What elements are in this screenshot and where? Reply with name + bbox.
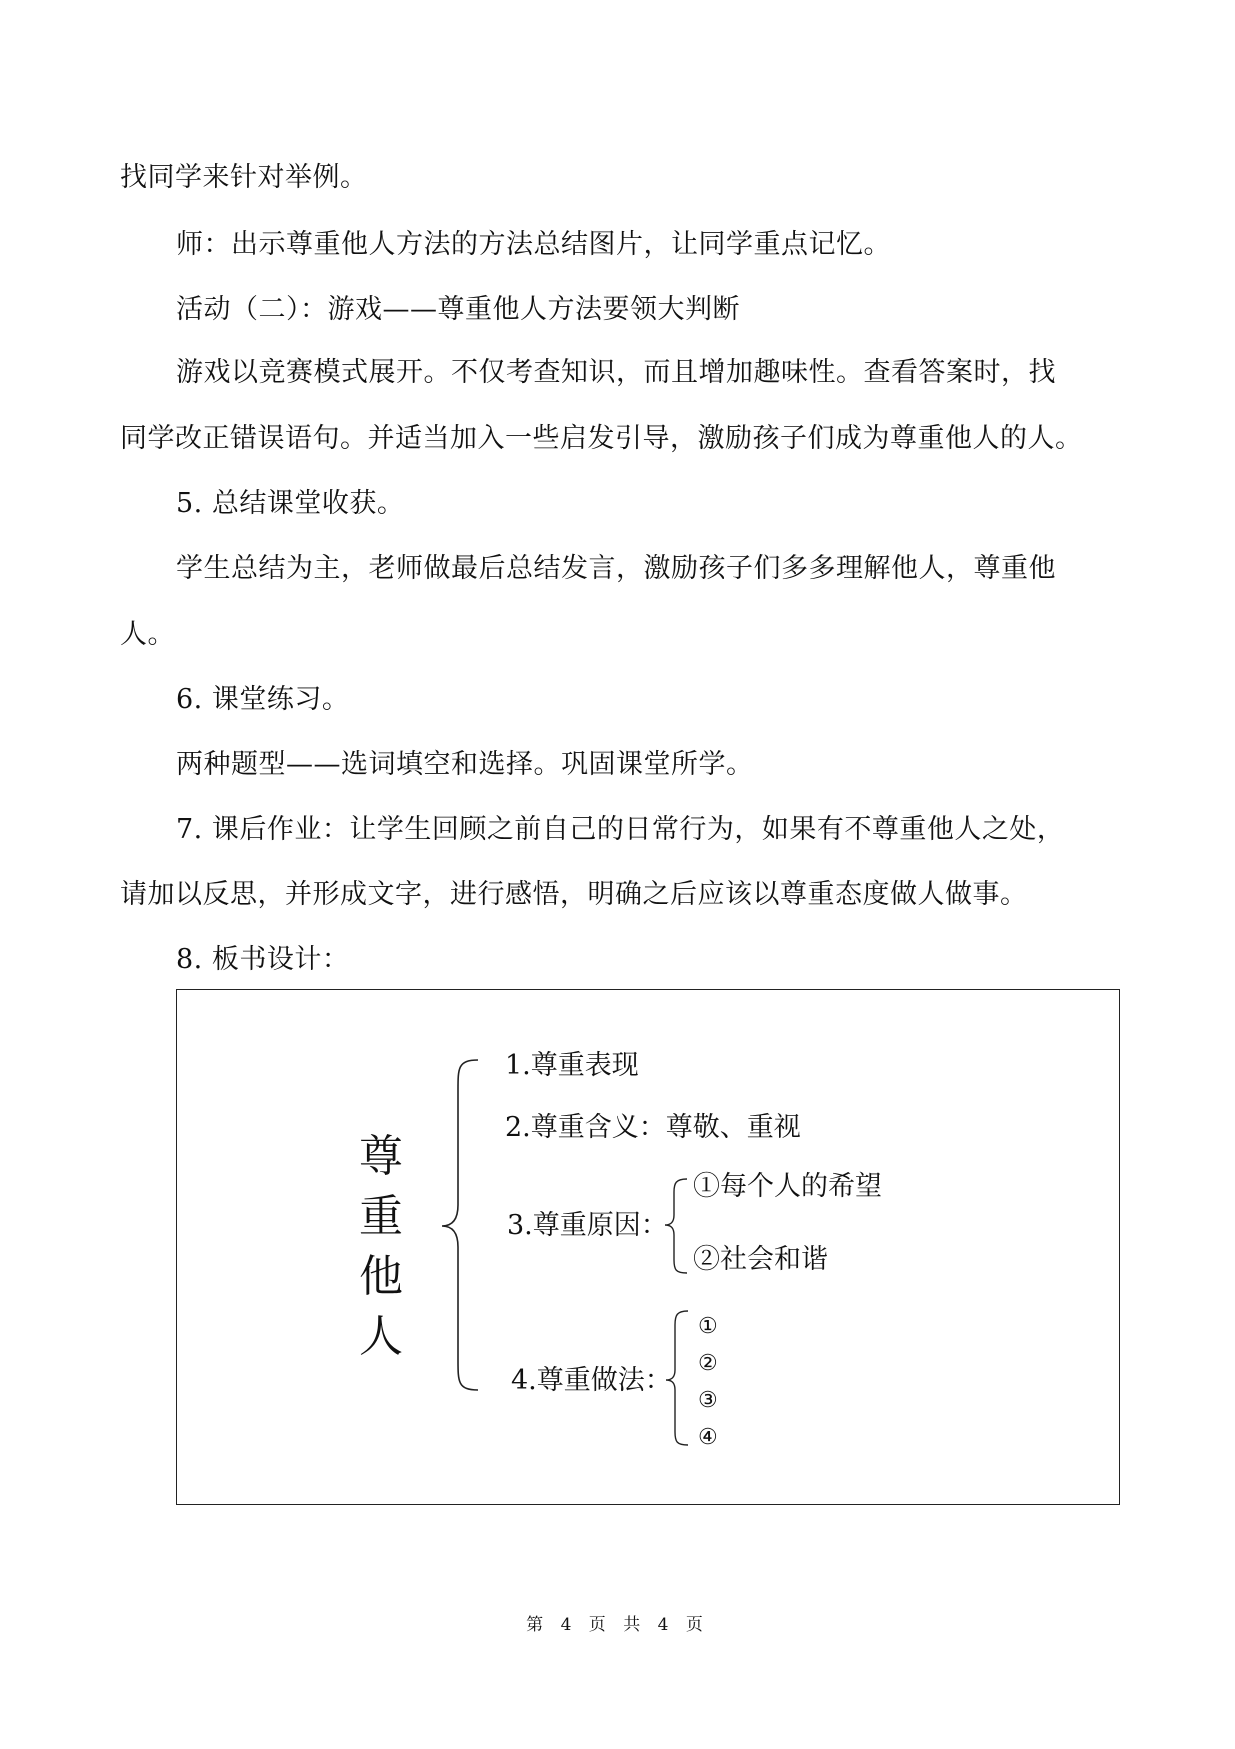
heading-5: 5. 总结课堂收获。: [176, 488, 405, 519]
paragraph-2: 师：出示尊重他人方法的方法总结图片，让同学重点记忆。: [176, 229, 891, 260]
paragraph-1: 找同学来针对举例。: [120, 162, 368, 193]
heading-7-line1: 7. 课后作业：让学生回顾之前自己的日常行为，如果有不尊重他人之处，: [176, 814, 1065, 845]
board-item-4: 4.尊重做法：: [511, 1365, 672, 1396]
paragraph-4-line1: 游戏以竞赛模式展开。不仅考查知识，而且增加趣味性。查看答案时，找: [176, 357, 1056, 388]
paragraph-7: 两种题型——选词填空和选择。巩固课堂所学。: [176, 749, 754, 780]
board-title-char: 人: [359, 1311, 403, 1362]
method-marker-2: ②: [698, 1351, 718, 1376]
heading-8: 8. 板书设计：: [176, 944, 350, 975]
paragraph-6-line2: 人。: [120, 619, 175, 650]
page-footer: 第 4 页 共 4 页: [526, 1615, 709, 1635]
board-item-2: 2.尊重含义：尊敬、重视: [505, 1112, 801, 1143]
board-item-3-sub-2: ②社会和谐: [693, 1244, 828, 1275]
board-item-1: 1.尊重表现: [505, 1050, 639, 1081]
board-item-3: 3.尊重原因：: [507, 1210, 668, 1241]
board-title-char: 尊: [359, 1131, 403, 1182]
main-brace: [442, 1060, 478, 1390]
heading-7-line2: 请加以反思，并形成文字，进行感悟，明确之后应该以尊重态度做人做事。: [120, 879, 1028, 910]
method-marker-4: ④: [698, 1425, 718, 1450]
paragraph-6-line1: 学生总结为主，老师做最后总结发言，激励孩子们多多理解他人，尊重他: [176, 553, 1056, 584]
board-title-char: 重: [359, 1191, 403, 1242]
board-item-3-sub-1: ①每个人的希望: [693, 1171, 882, 1202]
method-marker-1: ①: [698, 1314, 718, 1339]
method-marker-3: ③: [698, 1388, 718, 1413]
heading-6: 6. 课堂练习。: [176, 684, 350, 715]
board-title-char: 他: [359, 1251, 403, 1302]
paragraph-4-line2: 同学改正错误语句。并适当加入一些启发引导，激励孩子们成为尊重他人的人。: [120, 423, 1083, 454]
reasons-brace: [665, 1179, 687, 1273]
paragraph-3: 活动（二）：游戏——尊重他人方法要领大判断: [176, 294, 740, 325]
